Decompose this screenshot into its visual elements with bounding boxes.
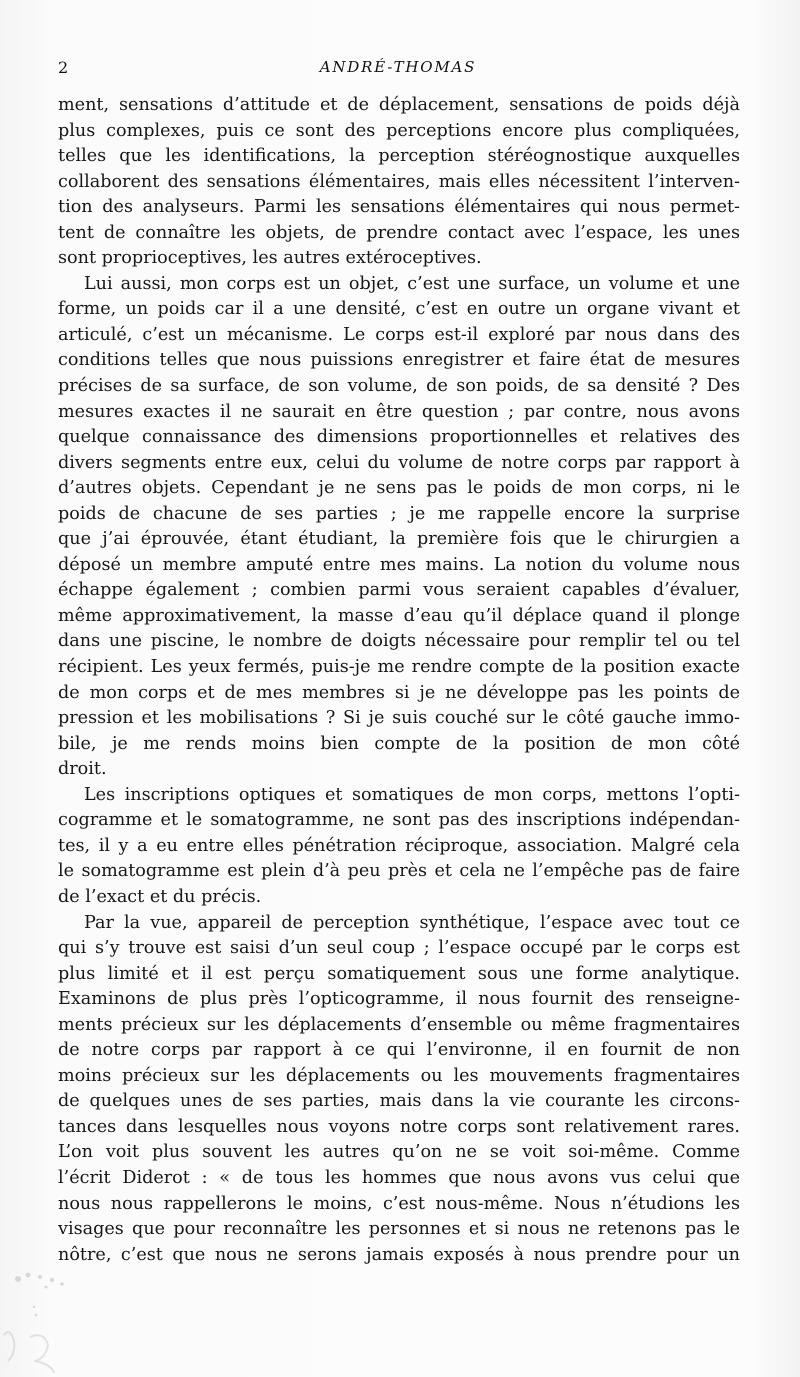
text-line: récipient. Les yeux fermés, puis-je me rendre compte de la position exacte	[58, 657, 740, 678]
text-line: L’on voit plus souvent les autres qu’on ne se voit soi-même. Comme	[58, 1142, 740, 1163]
paragraph	[58, 93, 740, 272]
text-line: conditions telles que nous puissions enregistrer et faire état de mesures	[58, 350, 740, 371]
text-line: Lui aussi, mon corps est un objet, c’est une surface, un volume et une	[84, 273, 740, 294]
text-line: d’autres objets. Cependant je ne sens pas le poids de mon corps, ni le	[58, 478, 740, 499]
body-text	[58, 93, 740, 1268]
text-line: tes, il y a eu entre elles pénétration réciproque, association. Malgré cela	[58, 835, 740, 856]
running-title: ANDRÉ-THOMAS	[319, 58, 477, 76]
page-header	[58, 58, 738, 82]
text-line: bile, je me rends moins bien compte de la position de mon côté	[58, 733, 740, 754]
text-line: de mon corps et de mes membres si je ne développe pas les points de	[58, 682, 740, 703]
text-line: tion des analyseurs. Parmi les sensations élémentaires qui nous permet-	[58, 197, 740, 218]
text-line: dans une piscine, le nombre de doigts nécessaire pour remplir tel ou tel	[58, 631, 740, 652]
text-line: Par la vue, appareil de perception synthétique, l’espace avec tout ce	[84, 912, 740, 933]
paragraph	[58, 272, 740, 783]
text-line: articulé, c’est un mécanisme. Le corps est-il exploré par nous dans des	[58, 324, 740, 345]
paragraph	[58, 783, 740, 911]
text-line: pression et les mobilisations ? Si je suis couché sur le côté gauche immo-	[58, 708, 740, 729]
text-line: sont proprioceptives, les autres extéroceptives.	[58, 248, 482, 269]
text-line: qui s’y trouve est saisi d’un seul coup ; l’espace occupé par le corps est	[58, 938, 740, 959]
text-line: Examinons de plus près l’opticogramme, il nous fournit des renseigne-	[58, 989, 740, 1010]
text-line: le somatogramme est plein d’à peu près et cela ne l’empêche pas de faire	[58, 861, 740, 882]
text-line: de quelques unes de ses parties, mais dans la vie courante les circons-	[58, 1091, 740, 1112]
paragraph	[58, 911, 740, 1269]
text-line: forme, un poids car il a une densité, c’est en outre un organe vivant et	[58, 299, 740, 320]
text-line: que j’ai éprouvée, étant étudiant, la première fois que le chirurgien a	[58, 529, 740, 550]
text-line: droit.	[58, 759, 107, 780]
text-line: cogramme et le somatogramme, ne sont pas des inscriptions indépendan-	[58, 810, 740, 831]
text-line: nôtre, c’est que nous ne serons jamais exposés à nous prendre pour un	[58, 1244, 740, 1265]
text-line: précises de sa surface, de son volume, de son poids, de sa densité ? Des	[58, 376, 740, 397]
page-stain	[0, 1257, 70, 1377]
text-line: nous nous rappellerons le moins, c’est nous-même. Nous n’étudions les	[58, 1193, 740, 1214]
text-line: mesures exactes il ne saurait en être question ; par contre, nous avons	[58, 401, 740, 422]
text-line: tent de connaître les objets, de prendre contact avec l’espace, les unes	[58, 222, 740, 243]
text-line: telles que les identifications, la perception stéréognostique auxquelles	[58, 146, 740, 167]
text-line: déposé un membre amputé entre mes mains. La notion du volume nous	[58, 554, 740, 575]
text-line: de notre corps par rapport à ce qui l’environne, il en fournit de non	[58, 1040, 740, 1061]
text-line: plus complexes, puis ce sont des perceptions encore plus compliquées,	[58, 120, 740, 141]
text-line: moins précieux sur les déplacements ou les mouvements fragmentaires	[58, 1065, 740, 1086]
text-line: Les inscriptions optiques et somatiques de mon corps, mettons l’opti-	[84, 784, 740, 805]
text-line: divers segments entre eux, celui du volume de notre corps par rapport à	[58, 452, 740, 473]
text-line: quelque connaissance des dimensions proportionnelles et relatives des	[58, 427, 740, 448]
text-line: visages que pour reconnaître les personnes et si nous ne retenons pas le	[58, 1219, 740, 1240]
text-line: tances dans lesquelles nous voyons notre corps sont relativement rares.	[58, 1116, 740, 1137]
text-line: même approximativement, la masse d’eau qu’il déplace quand il plonge	[58, 605, 740, 626]
text-line: l’écrit Diderot : « de tous les hommes que nous avons vus celui que	[58, 1167, 740, 1188]
text-line: plus limité et il est perçu somatiquement sous une forme analytique.	[58, 963, 740, 984]
text-line: ments précieux sur les déplacements d’ensemble ou même fragmentaires	[58, 1014, 740, 1035]
text-line: poids de chacune de ses parties ; je me rappelle encore la surprise	[58, 503, 740, 524]
page-number: 2	[58, 58, 69, 77]
text-line: collaborent des sensations élémentaires, mais elles nécessitent l’interven-	[58, 171, 740, 192]
text-line: échappe également ; combien parmi vous seraient capables d’évaluer,	[58, 580, 740, 601]
text-line: de l’exact et du précis.	[58, 886, 262, 907]
text-line: ment, sensations d’attitude et de déplacement, sensations de poids déjà	[58, 95, 740, 115]
